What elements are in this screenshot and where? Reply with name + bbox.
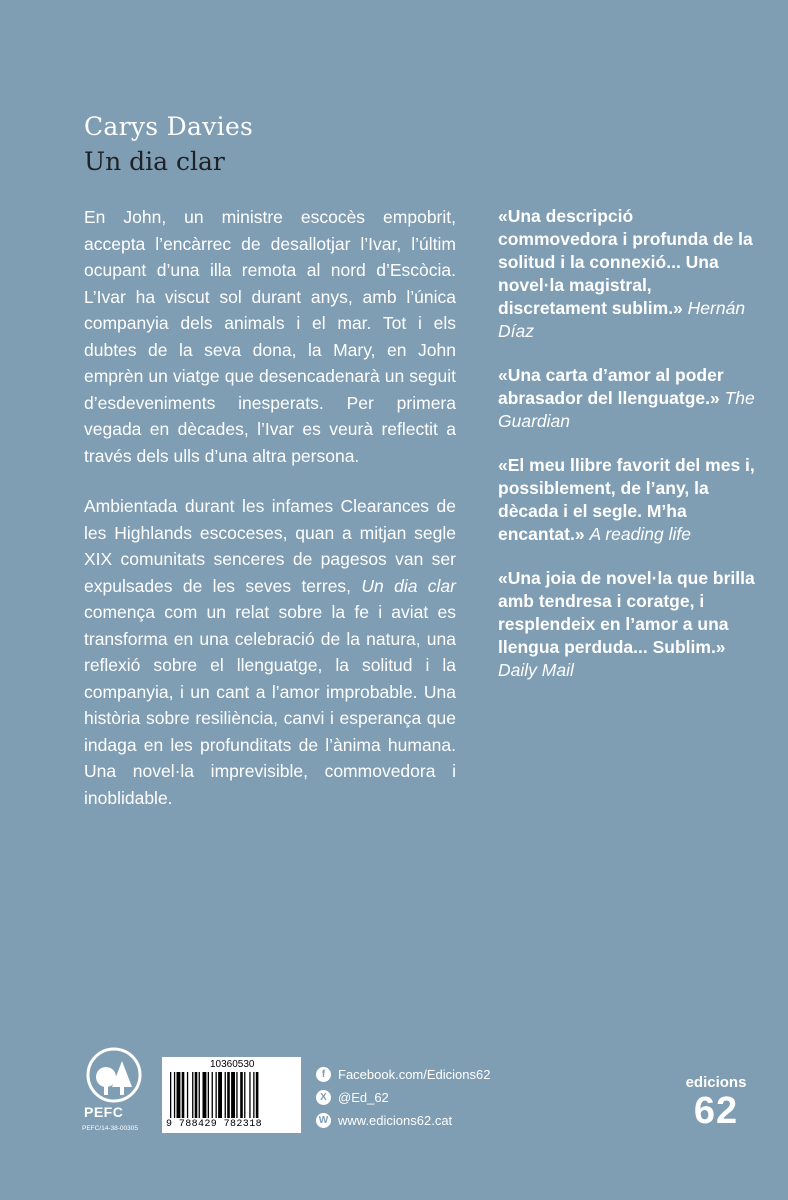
x-icon: X (316, 1090, 331, 1105)
quote-text: «Una joia de novel·la que brilla amb tendresa i coratge, i resplendeix en l’amor a una llengua perduda... Sublim.» (498, 568, 755, 657)
barcode-bar (249, 1072, 250, 1118)
quote-source: Daily Mail (498, 660, 574, 680)
pefc-code: PEFC/14-38-00305 (82, 1125, 139, 1132)
author-name: Carys Davies (84, 112, 254, 141)
social-x[interactable] (316, 1086, 490, 1109)
barcode-bar (253, 1072, 254, 1118)
social-web-text: www.edicions62.cat (338, 1113, 453, 1128)
social-links (316, 1063, 490, 1132)
barcode-bar (227, 1072, 230, 1118)
barcode-bar (244, 1072, 245, 1118)
barcode-bar (170, 1072, 171, 1118)
facebook-icon: f (316, 1067, 331, 1082)
barcode-isbn: 9 788429 782318 (166, 1119, 263, 1130)
barcode-bar (182, 1072, 185, 1118)
social-x-text: @Ed_62 (338, 1090, 389, 1105)
barcode-bar (240, 1072, 243, 1118)
press-quotes (498, 205, 756, 703)
synopsis-p2-start: Ambientada durant les infames Clearances de les Highlands escoceses, quan a mitjan segle XIX comunitats senceres de pagesos van ser expulsades de les seves terres, (84, 496, 456, 596)
pefc-label: PEFC (84, 1104, 124, 1120)
synopsis-p2-title: Un dia clar (361, 575, 456, 596)
barcode-bar (195, 1072, 198, 1118)
synopsis (84, 204, 456, 811)
quote-item (498, 205, 756, 343)
barcode-bar (177, 1072, 181, 1118)
synopsis-paragraph-1: En John, un ministre escocès empobrit, accepta l’encàrrec de desallotjar l’Ivar, l’últim ocupant d’una illa remota al nord d’Escòcia. L’Ivar ha viscut sol durant anys, amb l’única companyia dels animals i el mar. Tot i els dubtes de la seva dona, la Mary, en John emprèn un viatge que desencadenarà un seguit d’esdeveniments inesperats. Per primera vegada en dècades, l’Ivar es veurà reflectit a través dels ulls d’una altra persona. (84, 207, 456, 466)
barcode-bar (256, 1072, 259, 1118)
quote-source: The Guardian (498, 388, 755, 431)
barcode-bar (203, 1072, 207, 1118)
quote-source: Hernán Díaz (498, 298, 746, 341)
publisher-number: 62 (693, 1090, 739, 1132)
barcode-bar (174, 1072, 175, 1118)
pefc-tree-icon (82, 1047, 146, 1133)
quote-text: «Una descripció commovedora i profunda de la solitud i la connexió... Una novel·la magistral, discretament sublim.» (498, 206, 753, 318)
quote-source: A reading life (589, 524, 691, 544)
barcode-bars (170, 1072, 294, 1118)
barcode-bar (187, 1072, 188, 1118)
barcode-bar (218, 1072, 222, 1118)
barcode-bar (199, 1072, 200, 1118)
social-facebook-text: Facebook.com/Edicions62 (338, 1067, 491, 1082)
barcode-bar (216, 1072, 217, 1118)
publisher-name: edicions (685, 1074, 747, 1091)
barcode-bar (192, 1072, 193, 1118)
quote-item (498, 567, 756, 682)
quote-text: «Una carta d’amor al poder abrasador del llenguatge.» (498, 365, 724, 408)
quote-item (498, 364, 756, 433)
barcode-bar (231, 1072, 235, 1118)
barcode-bar (208, 1072, 209, 1118)
publisher-logo (684, 1075, 748, 1131)
book-title: Un dia clar (84, 147, 225, 176)
synopsis-p2-end: comença com un relat sobre la fe i aviat es transforma en una celebració de la natura, una reflexió sobre el llenguatge, la solitud i la companyia, i un cant a l’amor improbable. Una història sobre resiliència, canvi i esperança que indaga en les profunditats de l’ànima humana. Una novel·la imprevisible, commovedora i inoblidable. (84, 602, 456, 808)
barcode (162, 1057, 301, 1133)
social-web[interactable] (316, 1109, 490, 1132)
quote-text: «El meu llibre favorit del mes i, possiblement, de l’any, la dècada i el segle. M’ha encantat.» (498, 455, 755, 544)
barcode-bar (225, 1072, 226, 1118)
barcode-bar (236, 1072, 237, 1118)
barcode-top-number: 10360530 (210, 1059, 255, 1070)
quote-item (498, 454, 756, 546)
synopsis-paragraph-2 (84, 493, 456, 811)
social-facebook[interactable] (316, 1063, 490, 1086)
barcode-bar (212, 1072, 213, 1118)
web-icon: W (316, 1113, 331, 1128)
